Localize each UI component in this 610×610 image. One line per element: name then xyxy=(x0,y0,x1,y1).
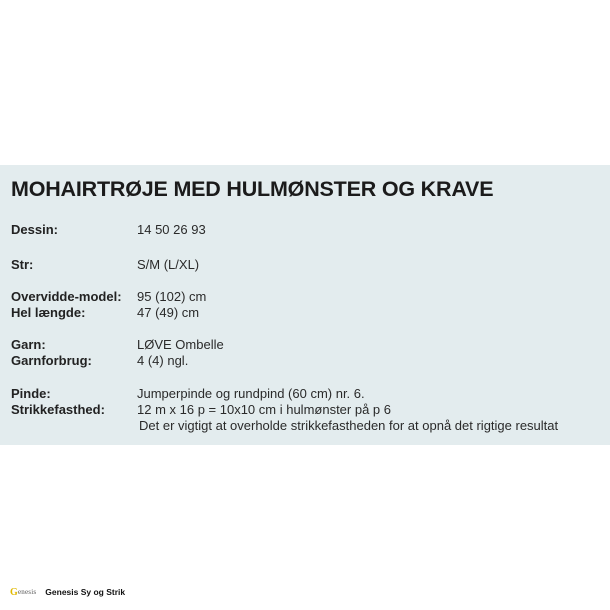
field-label: Strikkefasthed: xyxy=(11,402,105,417)
logo-text: enesis xyxy=(17,588,37,596)
field-label: Pinde: xyxy=(11,386,51,401)
field-label: Overvidde-model: xyxy=(11,289,122,304)
field-value: 12 m x 16 p = 10x10 cm i hulmønster på p 6 xyxy=(137,402,391,417)
field-label: Str: xyxy=(11,257,34,272)
field-value: 47 (49) cm xyxy=(137,305,200,320)
pattern-title: MOHAIRTRØJE MED HULMØNSTER OG KRAVE xyxy=(11,177,494,201)
field-label: Garn: xyxy=(11,337,46,352)
genesis-logo xyxy=(10,587,36,598)
field-label: Hel længde: xyxy=(11,305,86,320)
logo-initial: G xyxy=(10,586,18,598)
field-label: Garnforbrug: xyxy=(11,353,92,368)
field-value: 95 (102) cm xyxy=(137,289,207,304)
field-value: 14 50 26 93 xyxy=(137,222,206,237)
note-text: Det er vigtigt at overholde strikkefastheden for at opnå det rigtige resultat xyxy=(139,418,559,433)
footer xyxy=(10,585,125,599)
field-label: Dessin: xyxy=(11,222,58,237)
field-value: S/M (L/XL) xyxy=(137,257,200,272)
field-value: LØVE Ombelle xyxy=(137,337,224,352)
field-value: Jumperpinde og rundpind (60 cm) nr. 6. xyxy=(137,386,365,401)
pattern-info-panel xyxy=(0,165,610,445)
field-value: 4 (4) ngl. xyxy=(137,353,189,368)
brand-name: Genesis Sy og Strik xyxy=(45,587,126,597)
